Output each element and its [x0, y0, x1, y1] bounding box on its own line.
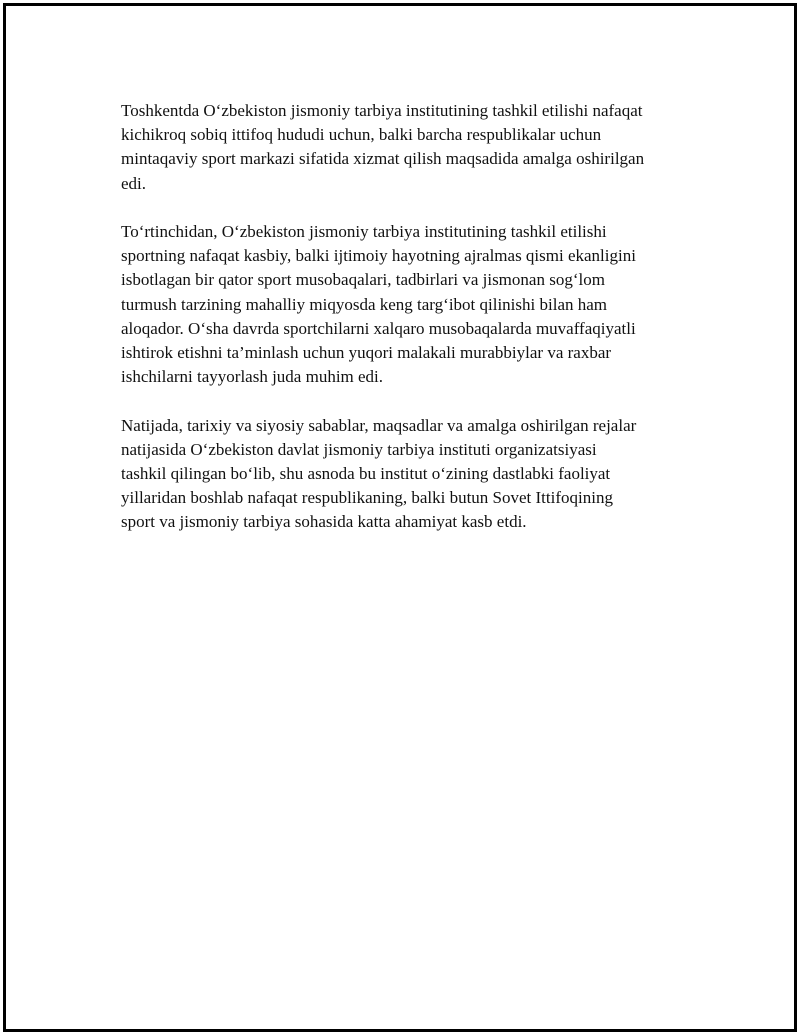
text-line: natijasida O‘zbekiston davlat jismoniy tarbiya instituti organizatsiyasi: [121, 439, 597, 459]
text-line: ishtirok etishni ta’minlash uchun yuqori malakali murabbiylar va raxbar: [121, 343, 612, 363]
text-line: isbotlagan bir qator sport musobaqalari, tadbirlari va jismonan sog‘lom: [121, 270, 605, 290]
text-line: aloqador. O‘sha davrda sportchilarni xalqaro musobaqalarda muvaffaqiyatli: [121, 318, 636, 338]
paragraph-2: [121, 220, 711, 389]
text-line: yillaridan boshlab nafaqat respublikaning, balki butun Sovet Ittifoqining: [121, 488, 613, 508]
text-line: To‘rtinchidan, O‘zbekiston jismoniy tarbiya institutining tashkil etilishi: [121, 222, 607, 241]
text-line: Toshkentda O‘zbekiston jismoniy tarbiya institutining tashkil etilishi nafaqat: [121, 101, 643, 120]
text-line: tashkil qilingan bo‘lib, shu asnoda bu institut o‘zining dastlabki faoliyat: [121, 464, 611, 484]
text-line: turmush tarzining mahalliy miqyosda keng targ‘ibot qilinishi bilan ham: [121, 294, 608, 314]
paragraph-3: [121, 414, 711, 535]
paragraph-1: [121, 99, 711, 196]
text-line: sportning nafaqat kasbiy, balki ijtimoiy hayotning ajralmas qismi ekanligini: [121, 246, 636, 266]
page-frame: [3, 3, 797, 1032]
text-line: mintaqaviy sport markazi sifatida xizmat qilish maqsadida amalga oshirilgan: [121, 149, 645, 169]
text-line: ishchilarni tayyorlash juda muhim edi.: [121, 367, 384, 387]
document-body: [121, 99, 711, 559]
text-line: kichikroq sobiq ittifoq hududi uchun, balki barcha respublikalar uchun: [121, 125, 602, 145]
text-line: sport va jismoniy tarbiya sohasida katta ahamiyat kasb etdi.: [121, 512, 527, 532]
text-line: Natijada, tarixiy va siyosiy sabablar, maqsadlar va amalga oshirilgan rejalar: [121, 415, 637, 435]
text-line: edi.: [121, 173, 147, 193]
